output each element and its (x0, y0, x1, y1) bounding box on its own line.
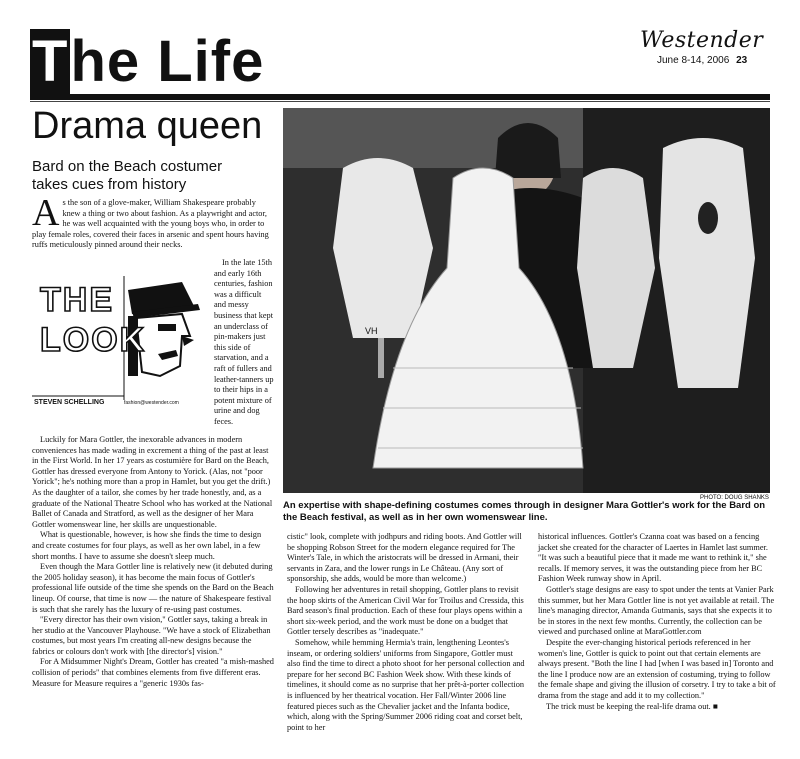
col1-paragraph-1: Luckily for Mara Gottler, the inexorable advances in modern conveniences has made wading in excrement a thing of the past at least in the First World. In her 17 years as costumière for Bard on the Beach, Gottler has dressed everyone from Antony to Yorick. (Alas, not "poor Yorick"; he's nothing more than a prop in Hamlet, but you get the drift.) As the daughter of a tailor, she comes by her trade honestly, and, as a graduate of the National Theatre School who has worked at the National Ballet of Canada and Stratford, as well as the designer of her Mara Gottler womenswear line, her skills are unquestionable. (32, 435, 273, 529)
photo-credit: PHOTO: DOUG SHANKS (700, 495, 769, 501)
deck: Bard on the Beach costumer takes cues from history (32, 158, 223, 193)
page-number: 23 (736, 55, 748, 66)
column-logo-text (40, 280, 146, 360)
col2-paragraph-3: Somehow, while hemming Hermia's train, lengthening Leontes's inseam, or ordering soldiers' uniforms from Singapore, Gottler must also find the time to direct a photo shoot for her personal collection and prepare for her second BC Fashion Week show. With these kinds of timelines, it should come as no surprise that her prêt-à-porter collection is influenced by her theatrical vocation. Her Fall/Winter 2006 line featured pieces such as the Chevalier jacket and the Infanta bodice, which, along with the Spring/Summer 2006 riding coat and corset belt, point to her (287, 637, 525, 732)
col3-paragraph-4 (538, 702, 778, 713)
section-rule-thin (30, 101, 770, 102)
col3-paragraph-2: Gottler's stage designs are easy to spot under the tents at Vanier Park this summer, but her Mara Gottler line is not yet available at retail. The line's managing director, Amanda Gutmanis, says that she expects it to be in stores in the next few months. Currently, the collection can be viewed and purchased online at MaraGottler.com (538, 584, 775, 637)
column-3 (538, 532, 778, 712)
section-title-first-letter: T (32, 29, 69, 94)
dropcap: A (32, 192, 60, 234)
narrow-text: In the late 15th and early 16th centuries, fashion was a difficult and messy business that kept an underclass of pin-makers just this side of starvation, and a raft of fullers and leather-tanners up to their hips in a potent mixture of urine and dog feces. (214, 258, 274, 426)
lead-text: s the son of a glove-maker, William Shakespeare probably knew a thing or two about fashion. As a playwright and actor, he was well acquainted with the young boys who, in order to play female roles, covered their faces in arsenic and spent hours having ruffs meticulously pinned around their necks. (32, 198, 269, 250)
byline-email: fashion@westender.com (124, 400, 179, 406)
publication-logo: Westender (640, 28, 764, 53)
dateline (657, 55, 747, 66)
lead-paragraph (32, 192, 272, 251)
col2-paragraph-2: Following her adventures in retail shopping, Gottler plans to revisit the hoop skirts of the American Civil War for Troilus and Cressida, this Bard season's final production. Each of these four plays opens within a short six-week period, and the work must be done on a budget that Gottler tersely describes as "inadequate." (287, 584, 524, 637)
section-title-rest: he Life (70, 29, 265, 94)
column-1 (32, 435, 274, 689)
col1-paragraph-4: "Every director has their own vision," Gottler says, taking a break in her studio at the Vancouver Playhouse. "We have a stock of Elizabethan costumes, but most years I'm creating all-new designs because the fabrics or colours don't work with [the director's] vision." (32, 615, 271, 656)
headline: Drama queen (32, 105, 263, 147)
byline: STEVEN SCHELLING (34, 399, 105, 406)
col3-paragraph-1: historical influences. Gottler's Czanna coat was based on a fencing jacket she created for the character of Laertes in Hamlet last summer. "It was such a beautiful piece that it made me want to rethink it," she recalls. If memory serves, it was the outstanding piece from her BC Fashion Week runway show in April. (538, 532, 768, 584)
feature-photo (283, 108, 770, 493)
col1-paragraph-5: For A Midsummer Night's Dream, Gottler has created "a mish-mashed collision of periods" that combines elements from five different eras. Measure for Measure requires a "generic 1930s fas- (32, 657, 274, 688)
col3-paragraph-4-text: The trick must be keeping the real-life drama out. (546, 701, 711, 711)
photo-caption: An expertise with shape-defining costumes comes through in designer Mara Gottler's work for the Bard on the Beach festival, as well as in her own womenswear line. (283, 500, 766, 523)
end-mark-icon: ■ (712, 701, 718, 711)
issue-date: June 8-14, 2006 (657, 55, 730, 66)
column-logo-line2: LOOK (40, 321, 147, 359)
section-title (30, 30, 264, 94)
column-2 (287, 532, 527, 733)
col2-paragraph-1: cistic" look, complete with jodhpurs and riding boots. And Gottler will be shopping Robson Street for the modern elegance required for The Winter's Tale, in which the aristocrats will be dressed in Armani, their servants in Zara, and the lower rungs in Le Château. (Any sort of sponsorship, she adds, would be more than welcome.) (287, 532, 522, 584)
form-label: VH (365, 326, 378, 336)
narrow-paragraph (214, 258, 274, 428)
section-rule (30, 94, 770, 100)
column-logo-line1: THE (40, 281, 114, 319)
col1-paragraph-3: Even though the Mara Gottler line is relatively new (it debuted during the 2005 holiday season), it has become the main focus of Gottler's professional life outside of the time she spends on the Bard on the Beach lineup. Of course, that time is now — the nature of Shakespeare festival is such that she rarely has the luxury of re-using past costumes. (32, 562, 274, 614)
col3-paragraph-3: Despite the ever-changing historical periods referenced in her women's line, Gottler is quick to point out that certain elements are always present. "Both the line I had [when I was based in] Toronto and the line I produce now are an extension of costuming, trying to follow the female shape and giving the illusion of corsetry. I try to take a bit of drama from the stage and add it to my collection." (538, 637, 776, 700)
dress-forms-photo-icon (283, 108, 770, 493)
col1-paragraph-2: What is questionable, however, is how she finds the time to design and create costumes for four plays, as well as her own label, in a few short months. I have to assume she doesn't sleep much. (32, 530, 262, 561)
